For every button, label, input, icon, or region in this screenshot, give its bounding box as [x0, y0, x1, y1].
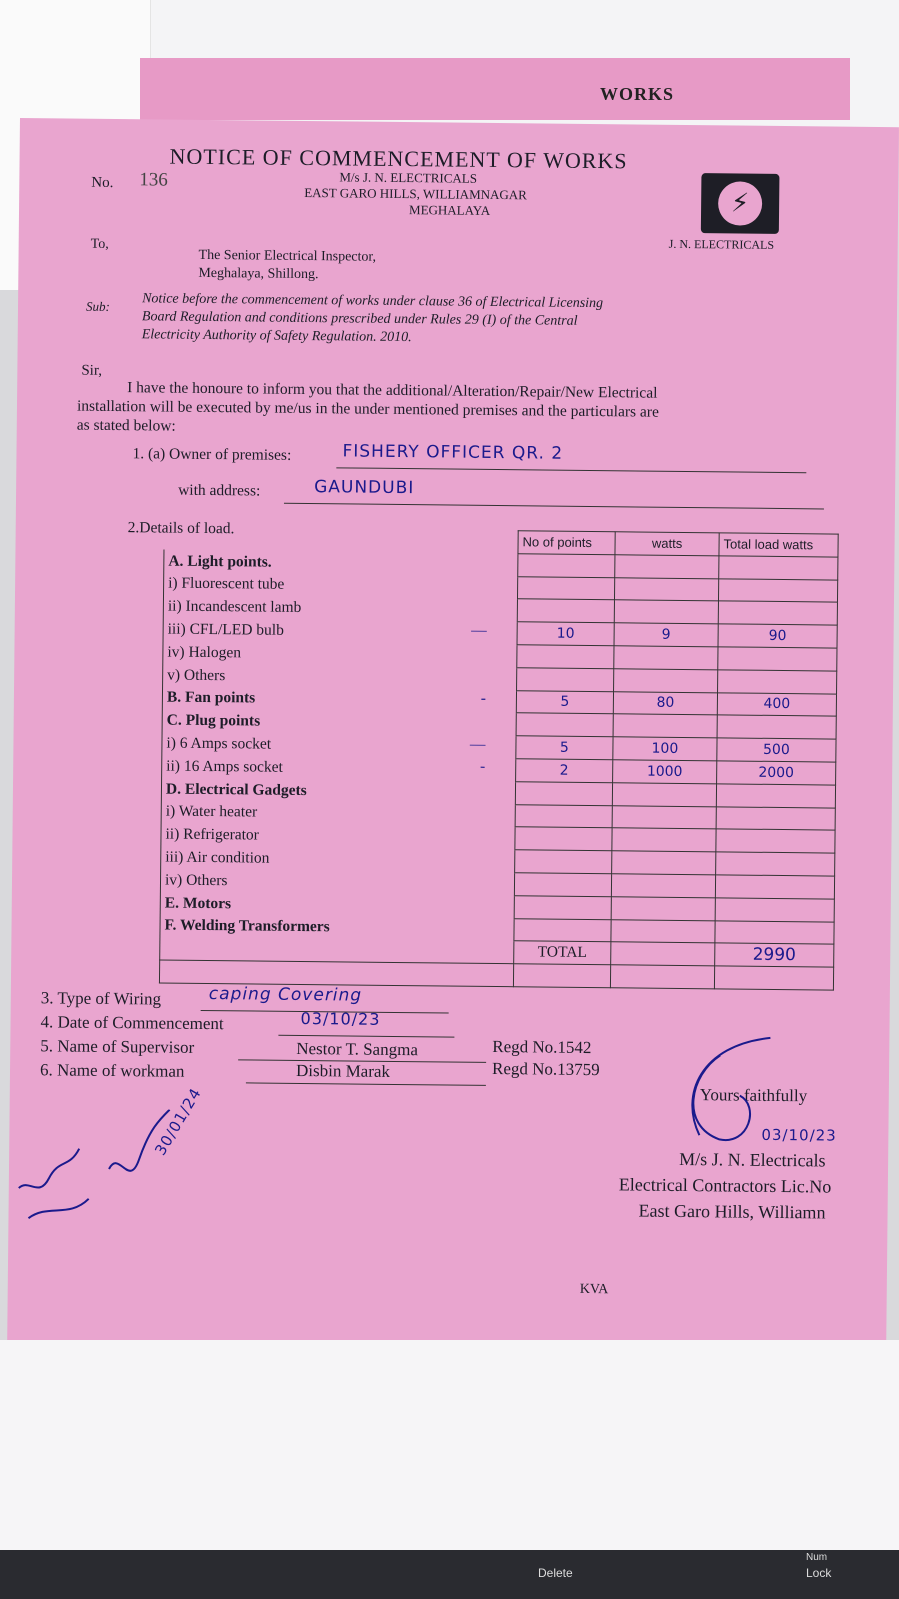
points-value: 2 — [516, 759, 613, 783]
total-watts-value — [718, 647, 837, 671]
load-item: i) Fluorescent tube — [164, 573, 518, 600]
points-value — [517, 645, 614, 669]
lightning-icon: ⚡ — [718, 181, 762, 225]
total-watts-value — [716, 806, 835, 830]
no-label: No. — [91, 174, 114, 191]
total-watts-value — [716, 829, 835, 853]
keyboard — [0, 1550, 899, 1599]
points-value — [515, 804, 612, 828]
total-watts-value — [718, 601, 837, 625]
total-label: TOTAL — [514, 941, 611, 965]
load-item: i) Water heater — [161, 801, 515, 828]
lock-key: Lock — [806, 1566, 832, 1580]
watts-value — [612, 828, 716, 852]
date-label: 4. Date of Commencement — [40, 1012, 224, 1034]
total-watts-value: 400 — [717, 692, 836, 716]
wiring-type-label: 3. Type of Wiring — [40, 988, 162, 1009]
workman-regd: Regd No.13759 — [491, 1058, 600, 1080]
behind-sheet — [140, 58, 850, 120]
watts-value — [612, 783, 716, 807]
num-key-label: Num — [806, 1552, 828, 1563]
total-watts-value — [716, 852, 835, 876]
points-value — [518, 554, 615, 578]
watts-value — [614, 577, 718, 601]
watts-value — [612, 805, 716, 829]
total-watts-value — [716, 784, 835, 808]
supervisor-label: 5. Name of Supervisor — [40, 1036, 195, 1057]
load-item: i) 6 Amps socket — — [162, 732, 516, 759]
body-line3: as stated below: — [76, 416, 176, 435]
logo-caption: J. N. ELECTRICALS — [668, 236, 775, 252]
subject-line2: Board Regulation and conditions prescribed under Rules 29 (I) of the Central — [141, 309, 578, 329]
owner-value: FISHERY OFFICER QR. 2 — [342, 441, 564, 464]
closing-place: East Garo Hills, Williamn — [638, 1200, 826, 1223]
closing-date: 03/10/23 — [761, 1125, 837, 1145]
margin-note: 30/01/24 — [151, 1084, 206, 1159]
owner-line — [336, 467, 806, 473]
watts-value — [611, 919, 715, 943]
load-table — [159, 527, 839, 991]
load-item: iv) Halogen — [163, 641, 517, 668]
to-label: To, — [90, 236, 109, 252]
delete-key: Delete — [538, 1566, 573, 1580]
dash-mark: - — [480, 689, 487, 707]
load-item: ii) Refrigerator — [161, 823, 515, 850]
load-item: C. Plug points — [162, 709, 516, 736]
closing-lic: Electrical Contractors Lic.No — [618, 1174, 832, 1197]
points-value — [514, 895, 611, 919]
watts-value: 100 — [613, 737, 717, 761]
bottom-mark: KVA — [579, 1281, 609, 1298]
subject-line1: Notice before the commencement of works under clause 36 of Electrical Licensing — [142, 291, 604, 312]
points-value — [516, 713, 613, 737]
load-item: iv) Others — [160, 869, 514, 896]
load-item: A. Light points. — [164, 550, 518, 577]
owner-label: 1. (a) Owner of premises: — [132, 445, 292, 464]
points-value — [515, 781, 612, 805]
points-value — [515, 827, 612, 851]
watts-value — [614, 600, 718, 624]
load-item: v) Others — [163, 664, 517, 691]
address-value: GAUNDUBI — [314, 477, 415, 499]
company-logo — [701, 173, 780, 234]
body-line1: I have the honoure to inform you that the additional/Alteration/Repair/New Electrical — [127, 379, 658, 402]
col-points-header: No of points — [518, 531, 615, 555]
to-line1: The Senior Electrical Inspector, — [198, 247, 377, 265]
behind-sheet-title: WORKS — [600, 84, 675, 104]
watts-value: 80 — [613, 691, 717, 715]
points-value — [514, 873, 611, 897]
load-label: 2.Details of load. — [127, 519, 235, 538]
address-label: with address: — [178, 481, 261, 500]
total-value: 2990 — [715, 943, 834, 967]
load-item: ii) 16 Amps socket - — [162, 755, 516, 782]
points-value: 5 — [516, 736, 613, 760]
load-item: E. Motors — [160, 892, 514, 919]
yours-faithfully: Yours faithfully — [699, 1085, 808, 1106]
subject-line3: Electricity Authority of Safety Regulation. 2010. — [141, 327, 412, 346]
dash-mark: - — [479, 758, 486, 776]
points-value: 10 — [517, 622, 614, 646]
no-value: 136 — [139, 169, 168, 191]
date-value: 03/10/23 — [300, 1008, 381, 1029]
total-watts-value — [715, 898, 834, 922]
body-line2: installation will be executed by me/us in the under mentioned premises and the particulars are — [76, 397, 659, 421]
desk-surface — [0, 1340, 899, 1550]
load-item: ii) Incandescent lamb — [163, 595, 517, 622]
notice-form — [7, 118, 899, 1359]
total-watts-value: 2000 — [717, 761, 836, 785]
salutation: Sir, — [81, 362, 103, 379]
supervisor-regd: Regd No.1542 — [492, 1036, 592, 1058]
firm-state: MEGHALAYA — [408, 202, 491, 218]
firm-address: EAST GARO HILLS, WILLIAMNAGAR — [304, 184, 527, 203]
watts-value — [612, 851, 716, 875]
total-watts-value: 500 — [717, 738, 836, 762]
watts-value: 1000 — [613, 760, 717, 784]
firm-name: M/s J. N. ELECTRICALS — [339, 169, 478, 186]
supervisor-value: Nestor T. Sangma — [296, 1038, 419, 1060]
load-item: B. Fan points - — [162, 687, 516, 714]
watts-value — [615, 555, 719, 579]
address-line — [284, 503, 824, 510]
date-line — [278, 1035, 454, 1038]
total-watts-value: 90 — [718, 624, 837, 648]
load-item: iii) Air condition — [161, 846, 515, 873]
closing-firm: M/s J. N. Electricals — [679, 1148, 826, 1171]
watts-value — [611, 896, 715, 920]
total-watts-value — [715, 920, 834, 944]
watts-value — [614, 669, 718, 693]
watts-value — [611, 874, 715, 898]
wiring-type-value: caping Covering — [208, 984, 363, 1006]
load-item: iii) CFL/LED bulb — — [163, 618, 517, 645]
workman-value: Disbin Marak — [295, 1060, 391, 1081]
subject-label: Sub: — [85, 298, 110, 314]
to-line2: Meghalaya, Shillong. — [198, 265, 319, 283]
total-watts-value — [715, 875, 834, 899]
points-value — [514, 918, 611, 942]
margin-signature — [8, 1108, 259, 1231]
col-watts-header: watts — [615, 532, 719, 556]
dash-mark: — — [469, 735, 486, 753]
total-watts-value — [717, 715, 836, 739]
watts-value: 9 — [614, 623, 718, 647]
form-title: NOTICE OF COMMENCEMENT OF WORKS — [169, 143, 628, 174]
points-value — [517, 576, 614, 600]
total-watts-value — [718, 670, 837, 694]
points-value — [515, 850, 612, 874]
workman-line — [246, 1082, 486, 1086]
workman-label: 6. Name of workman — [39, 1060, 185, 1081]
total-watts-value — [719, 556, 838, 580]
points-value: 5 — [516, 690, 613, 714]
watts-value — [614, 646, 718, 670]
points-value — [517, 599, 614, 623]
load-item: D. Electrical Gadgets — [161, 778, 515, 805]
points-value — [517, 668, 614, 692]
load-item: F. Welding Transformers — [160, 915, 514, 942]
col-total-header: Total load watts — [719, 533, 838, 557]
watts-value — [613, 714, 717, 738]
supervisor-signature — [659, 1035, 800, 1146]
total-watts-value — [718, 578, 837, 602]
dash-mark: — — [471, 621, 487, 639]
